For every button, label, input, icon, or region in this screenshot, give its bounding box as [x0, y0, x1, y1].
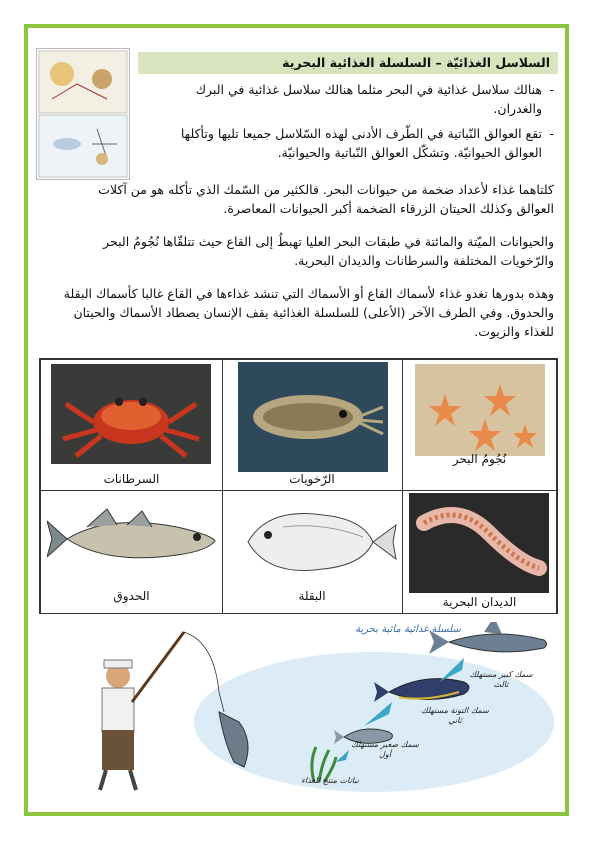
animal-label: نُجُومُ البحر [452, 452, 507, 466]
chain-label-shark: سمك كبير مستهلك ثالث [469, 670, 533, 689]
animal-cell [40, 359, 223, 491]
shark-icon [429, 622, 547, 654]
animal-cell [40, 490, 223, 614]
haddock-fish-icon [47, 499, 217, 579]
animal-grid [39, 358, 558, 614]
animal-label: السرطانات [103, 472, 160, 486]
sea-worm-icon [409, 493, 549, 593]
chain-label-tuna: سمك التونة مستهلك ثاني [421, 706, 489, 725]
section-header: السلاسل الغذائيّة – السلسلة الغذائية البحرية [138, 52, 558, 74]
food-web-thumbnail [36, 48, 130, 180]
paragraph: والحيوانات الميّتة والمائتة في طبقات البحر العليا تهبطُ إلى القاع حيث تتلقّاها نُجُومُ البحر والرّخويات المختلفة والسرطانات والديدان البحرية. [103, 234, 554, 268]
bullet-marker: - [549, 126, 554, 141]
paragraph: كلتاهما غذاء لأعداد ضخمة من حيوانات البحر. فالكثير من السّمك الذي تأكله هو من آكلات العوالق وكذلك الحيتان الزرقاء الضخمة أكبر الحيوانات المعاصرة. [98, 182, 554, 216]
crab-icon [51, 364, 211, 464]
plaice-fish-icon [228, 497, 398, 587]
chain-label-small-fish: سمك صغير مستهلك أول [351, 740, 419, 759]
animal-cell [402, 490, 557, 614]
starfish-icon [415, 364, 545, 456]
animal-label: الرّخويات [289, 472, 335, 486]
bullet-item [150, 124, 554, 162]
animal-cell [221, 490, 403, 614]
animal-cell [221, 359, 403, 491]
food-chain-title: سلسلة غذائية مائية بحرية [355, 624, 461, 635]
animal-label: البقلة [298, 589, 326, 603]
bullet-text: هنالك سلاسل غذائية في البحر مثلما هنالك سلاسل غذائية في البرك والغدران. [195, 82, 542, 116]
bullet-marker: - [549, 82, 554, 97]
animal-label: الديدان البحرية [442, 595, 517, 609]
cuttlefish-icon [238, 362, 388, 472]
bullet-item [150, 80, 554, 118]
chain-label-plant: نباتات منتج للغذاء [301, 776, 359, 785]
animal-label: الحدوق [113, 589, 150, 603]
bullet-text: تقع العوالق النّباتية في الطّرف الأدنى لهذه السّلاسل جميعا تليها وتأكلها العوالق الحيوانيّة. وتشكّل العوالق النّباتية والحيوانيّة. [180, 126, 542, 160]
animal-cell [402, 359, 557, 491]
paragraph: وهذه بدورها تغدو غذاء لأسماك القاع أو الأسماك التي تنشد غذاءها في القاع غالبا كأسماك البقلة والحدوق. وفي الطرف الآخر (الأعلى) للسلسلة الغذائية يقف الإنسان يصطاد الأسماك والحيتان للغذاء والزيوت. [63, 286, 554, 339]
